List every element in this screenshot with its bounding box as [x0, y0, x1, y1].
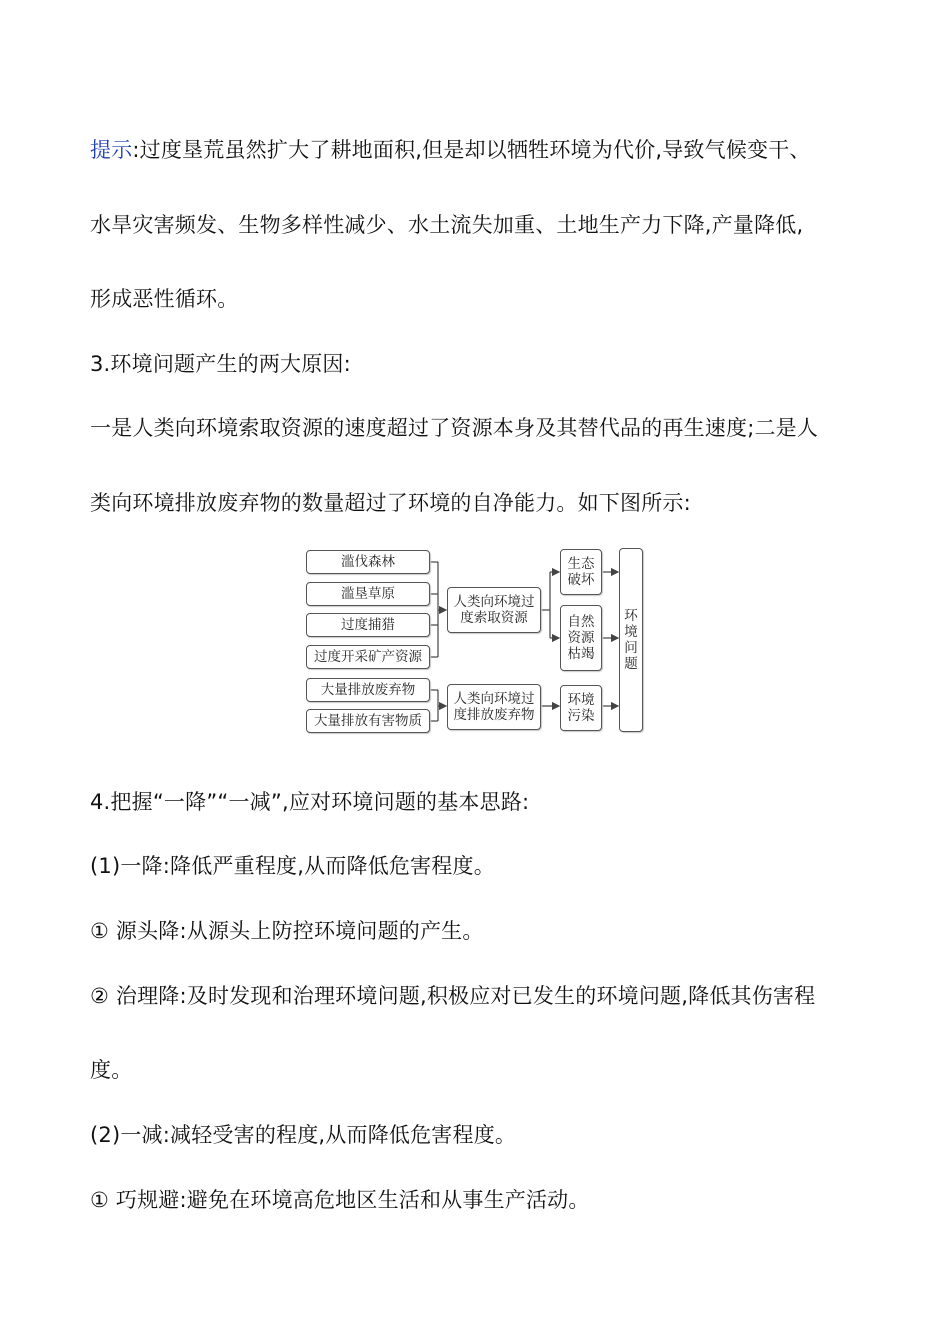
effect-ecological-damage-label: 生态破坏 [567, 556, 595, 588]
effect-resource-depletion [560, 605, 602, 671]
hint-line-1 [90, 136, 811, 164]
mid-waste-overdischarge [447, 684, 541, 730]
section-4-point-2: (2)一减:减轻受害的程度,从而降低危害程度。 [90, 1123, 517, 1147]
section-3-title: 3.环境问题产生的两大原因: [90, 352, 351, 376]
cause-harmful-discharge: 大量排放有害物质 [306, 709, 430, 733]
hint-text-1: :过度垦荒虽然扩大了耕地面积,但是却以牺牲环境为代价,导致气候变干、 [132, 138, 811, 162]
section-4-point-1: (1)一降:降低严重程度,从而降低危害程度。 [90, 854, 495, 878]
hint-line-2: 水旱灾害频发、生物多样性减少、水土流失加重、土地生产力下降,产量降低, [90, 213, 804, 237]
cause-overhunting: 过度捕猎 [306, 613, 430, 637]
cause-waste-discharge: 大量排放废弃物 [306, 678, 430, 702]
cause-grassland-reclamation: 滥垦草原 [306, 582, 430, 606]
mid-waste-overdischarge-label: 人类向环境过度排放废弃物 [453, 691, 535, 723]
hint-line-3: 形成恶性循环。 [90, 287, 239, 311]
section-4-point-1b-line-2: 度。 [90, 1058, 133, 1082]
effect-pollution-label: 环境污染 [567, 692, 595, 724]
mid-resource-overuse-label: 人类向环境过度索取资源 [453, 594, 535, 626]
section-4-title: 4.把握“一降”“一减”,应对环境问题的基本思路: [90, 790, 530, 814]
mid-resource-overuse [447, 587, 541, 633]
effect-pollution [560, 685, 602, 731]
cause-deforestation: 滥伐森林 [306, 550, 430, 574]
section-4-point-1a: ① 源头降:从源头上防控环境问题的产生。 [90, 919, 484, 943]
result-environmental-problems [619, 548, 643, 732]
result-label: 环境问题 [624, 608, 638, 672]
cause-effect-diagram [300, 545, 650, 735]
cause-overmining: 过度开采矿产资源 [306, 645, 430, 669]
effect-ecological-damage [560, 549, 602, 595]
section-4-point-1b-line-1: ② 治理降:及时发现和治理环境问题,积极应对已发生的环境问题,降低其伤害程 [90, 984, 816, 1008]
section-3-line-2: 类向环境排放废弃物的数量超过了环境的自净能力。如下图所示: [90, 491, 691, 515]
section-4-point-2a: ① 巧规避:避免在环境高危地区生活和从事生产活动。 [90, 1188, 590, 1212]
section-3-line-1: 一是人类向环境索取资源的速度超过了资源本身及其替代品的再生速度;二是人 [90, 416, 819, 440]
effect-resource-depletion-label: 自然资源枯竭 [567, 614, 595, 662]
hint-label: 提示 [90, 138, 133, 162]
